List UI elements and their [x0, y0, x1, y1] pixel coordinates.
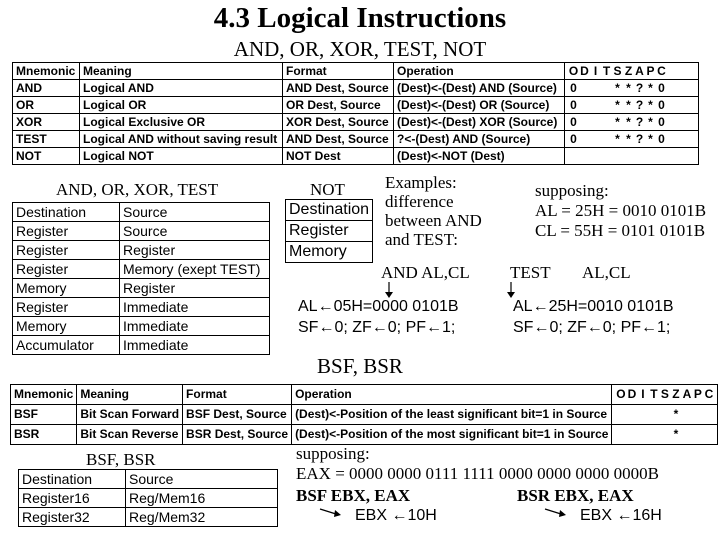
cell-destination: Register	[286, 221, 373, 242]
cell-format: BSR Dest, Source	[183, 425, 292, 445]
cell-destination: Memory	[13, 317, 120, 336]
bsr-result: EBX ←16H	[580, 507, 662, 524]
bsr-instruction: BSR EBX, EAX	[517, 486, 634, 505]
flag-header: A	[635, 64, 644, 78]
cell-mnemonic: BSF	[11, 405, 77, 425]
arrow-bsr-icon	[545, 509, 566, 517]
header-destination: Destination	[286, 200, 373, 221]
page-title: 4.3 Logical Instructions	[213, 2, 507, 34]
supposing-block-2	[296, 444, 659, 484]
header-mnemonic: Mnemonic	[11, 385, 77, 405]
cell-meaning: Logical AND without saving result	[80, 131, 283, 148]
cell-format: BSF Dest, Source	[183, 405, 292, 425]
table-row	[19, 489, 278, 508]
cell-destination: Accumulator	[13, 336, 120, 355]
cell-source: Immediate	[120, 317, 270, 336]
cell-format: OR Dest, Source	[283, 97, 394, 114]
flag-value: 0	[658, 81, 665, 95]
header-meaning: Meaning	[77, 385, 183, 405]
bsf-operand-label: BSF, BSR	[86, 450, 156, 469]
flag-header: P	[693, 387, 702, 401]
header-operation: Operation	[292, 385, 612, 405]
cell-source: Reg/Mem16	[126, 489, 278, 508]
cell-destination: Memory	[13, 279, 120, 298]
flag-header: D	[627, 387, 637, 401]
flag-value: 0	[570, 115, 577, 129]
flag-value	[703, 425, 714, 444]
cell-format: XOR Dest, Source	[283, 114, 394, 131]
header-flags	[612, 385, 718, 405]
and-instruction: AND AL,CL	[381, 263, 470, 282]
cell-mnemonic: OR	[13, 97, 80, 114]
cell-meaning: Logical AND	[80, 80, 283, 97]
header-destination: Destination	[19, 470, 126, 489]
cell-meaning: Logical Exclusive OR	[80, 114, 283, 131]
cell-operation: (Dest)<-NOT (Dest)	[394, 148, 565, 165]
flag-value	[703, 405, 714, 424]
cell-operation: (Dest)<-Position of the most significant bit=1 in Source	[292, 425, 612, 445]
supposing-line: supposing:	[535, 181, 609, 200]
cell-mnemonic: NOT	[13, 148, 80, 165]
cell-meaning: Bit Scan Reverse	[77, 425, 183, 445]
cell-source: Immediate	[120, 336, 270, 355]
flag-value: *	[673, 427, 679, 441]
flag-value	[626, 425, 637, 444]
flag-value	[648, 405, 659, 424]
flag-value	[637, 425, 648, 444]
cell-mnemonic: XOR	[13, 114, 80, 131]
cell-format: NOT Dest	[283, 148, 394, 165]
flag-value: *	[648, 98, 653, 112]
bsf-section-title: BSF, BSR	[317, 354, 403, 378]
flag-value: *	[648, 115, 653, 129]
cell-destination: Register16	[19, 489, 126, 508]
flag-value: ?	[635, 98, 644, 112]
header-source: Source	[126, 470, 278, 489]
flag-value: *	[648, 81, 653, 95]
flag-value	[615, 405, 626, 424]
flag-value: *	[615, 98, 620, 112]
table-header-row	[11, 385, 718, 405]
flag-value: 0	[658, 132, 665, 146]
flag-value: *	[626, 115, 631, 129]
examples-line: Examples:	[385, 173, 457, 192]
and-result	[298, 296, 459, 338]
flag-value: ?	[635, 132, 644, 146]
flag-value: *	[626, 81, 631, 95]
examples-line: difference	[385, 192, 454, 211]
flag-value	[648, 425, 659, 444]
cell-source: Register	[120, 279, 270, 298]
table-row	[11, 405, 718, 425]
table-header-row	[19, 470, 278, 489]
flag-value	[615, 425, 626, 444]
flag-value: *	[626, 98, 631, 112]
flag-header: Z	[624, 64, 633, 78]
flag-value: *	[615, 115, 620, 129]
and-result-line: AL←05H=0000 0101B	[298, 298, 459, 315]
flag-header: P	[646, 64, 655, 78]
cell-destination: Register	[13, 260, 120, 279]
flag-header: S	[660, 387, 669, 401]
header-mnemonic: Mnemonic	[13, 63, 80, 80]
operand-label: AND, OR, XOR, TEST	[56, 180, 219, 199]
table-row	[19, 508, 278, 527]
cell-meaning: Bit Scan Forward	[77, 405, 183, 425]
flag-header: O	[616, 387, 626, 401]
flag-header: Z	[672, 387, 680, 401]
flag-value: ?	[635, 115, 644, 129]
cell-operation: (Dest)<-(Dest) OR (Source)	[394, 97, 565, 114]
flag-value: 0	[570, 98, 577, 112]
cell-destination: Register	[13, 241, 120, 260]
test-result-line: SF←0; ZF←0; PF←1;	[513, 319, 671, 336]
bsf-result: EBX ←10H	[355, 507, 437, 524]
flag-header: I	[641, 387, 645, 401]
cell-destination: Memory	[286, 242, 373, 263]
flag-header: S	[613, 64, 622, 78]
flag-header: T	[650, 387, 658, 401]
cell-format: AND Dest, Source	[283, 80, 394, 97]
flag-value: 0	[658, 98, 665, 112]
flag-header: O	[568, 64, 579, 78]
cell-meaning: Logical NOT	[80, 148, 283, 165]
flag-value	[681, 425, 692, 444]
supposing-line: AL = 25H = 0010 0101B	[535, 201, 707, 220]
flag-header: A	[682, 387, 692, 401]
bsf-operand-table	[18, 469, 278, 527]
flag-value	[659, 425, 670, 444]
cell-mnemonic: TEST	[13, 131, 80, 148]
flag-value: 0	[570, 81, 577, 95]
flag-value	[681, 405, 692, 424]
and-result-line: SF←0; ZF←0; PF←1;	[298, 319, 456, 336]
flag-value	[626, 405, 637, 424]
examples-line: between AND	[385, 211, 482, 230]
header-format: Format	[283, 63, 394, 80]
header-operation: Operation	[394, 63, 565, 80]
flag-value	[692, 425, 703, 444]
flag-value: *	[648, 132, 653, 146]
flag-value: 0	[658, 115, 665, 129]
cell-source: Register	[120, 241, 270, 260]
examples-line: and TEST:	[385, 230, 458, 249]
header-meaning: Meaning	[80, 63, 283, 80]
cell-format: AND Dest, Source	[283, 131, 394, 148]
flag-value: 0	[570, 132, 577, 146]
flag-value	[659, 405, 670, 424]
page-subtitle: AND, OR, XOR, TEST, NOT	[233, 37, 487, 61]
table-row	[11, 425, 718, 445]
cell-destination: Register	[13, 222, 120, 241]
not-label: NOT	[310, 180, 345, 199]
supposing-line: supposing:	[296, 444, 370, 463]
cell-operation: ?<-(Dest) AND (Source)	[394, 131, 565, 148]
header-format: Format	[183, 385, 292, 405]
flag-value: *	[626, 132, 631, 146]
flag-value: ?	[635, 81, 644, 95]
flag-header: C	[657, 64, 666, 78]
flag-header: T	[602, 64, 611, 78]
test-result-line: AL←25H=0010 0101B	[513, 298, 674, 315]
cell-flags	[612, 405, 718, 425]
supposing-line: EAX = 0000 0000 0111 1111 0000 0000 0000 0000B	[296, 464, 659, 483]
cell-mnemonic: BSR	[11, 425, 77, 445]
cell-destination: Register	[13, 298, 120, 317]
supposing-line: CL = 55H = 0101 0101B	[535, 221, 706, 240]
test-instruction: TEST	[510, 263, 551, 282]
bsf-instructions-table	[10, 384, 718, 445]
cell-operation: (Dest)<-(Dest) AND (Source)	[394, 80, 565, 97]
flag-value	[637, 405, 648, 424]
flag-value: *	[615, 81, 620, 95]
header-destination: Destination	[13, 203, 120, 222]
test-operands: AL,CL	[582, 263, 631, 282]
flag-header: I	[593, 64, 598, 78]
flag-value: *	[673, 407, 679, 421]
header-source: Source	[120, 203, 270, 222]
flag-header: C	[704, 387, 714, 401]
flag-header: D	[580, 64, 589, 78]
arrow-bsf-icon	[320, 509, 341, 517]
cell-source: Source	[120, 222, 270, 241]
cell-flags	[612, 425, 718, 445]
cell-source: Immediate	[120, 298, 270, 317]
cell-source: Memory (exept TEST)	[120, 260, 270, 279]
test-result	[513, 296, 674, 338]
bsf-instruction: BSF EBX, EAX	[296, 486, 411, 505]
cell-meaning: Logical OR	[80, 97, 283, 114]
cell-source: Reg/Mem32	[126, 508, 278, 527]
cell-destination: Register32	[19, 508, 126, 527]
cell-operation: (Dest)<-Position of the least significant bit=1 in Source	[292, 405, 612, 425]
cell-operation: (Dest)<-(Dest) XOR (Source)	[394, 114, 565, 131]
cell-mnemonic: AND	[13, 80, 80, 97]
flag-value: *	[615, 132, 620, 146]
flag-value	[692, 405, 703, 424]
